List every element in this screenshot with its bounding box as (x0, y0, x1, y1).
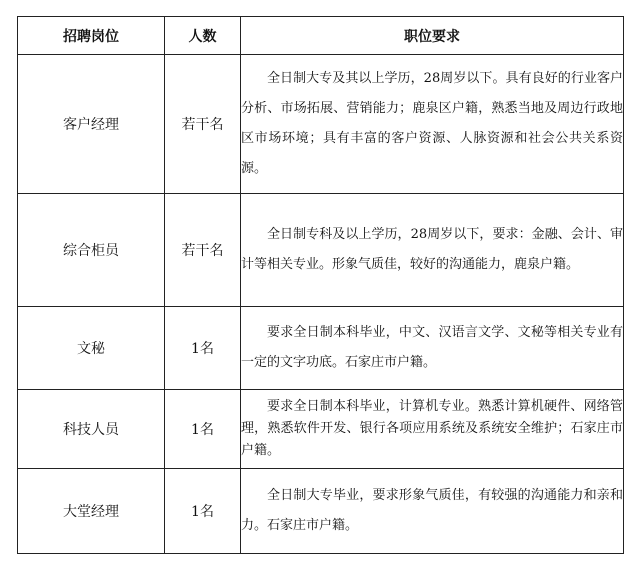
recruitment-table (17, 16, 624, 554)
header-count: 人数 (165, 17, 241, 55)
position-cell: 大堂经理 (18, 469, 165, 554)
table-row (18, 307, 624, 390)
requirement-text: 要求全日制本科毕业，计算机专业。熟悉计算机硬件、网络管理，熟悉软件开发、银行各项应用系统及系统安全维护；石家庄市户籍。 (241, 399, 623, 458)
requirement-cell (241, 55, 624, 194)
position-cell: 综合柜员 (18, 194, 165, 307)
count-cell: 若干名 (165, 55, 241, 194)
table-row (18, 390, 624, 469)
table-row (18, 469, 624, 554)
requirement-text: 要求全日制本科毕业，中文、汉语言文学、文秘等相关专业有一定的文字功底。石家庄市户籍。 (241, 325, 623, 370)
position-cell: 文秘 (18, 307, 165, 390)
position-cell: 科技人员 (18, 390, 165, 469)
requirement-text: 全日制大专及其以上学历，28周岁以下。具有良好的行业客户分析、市场拓展、营销能力；鹿泉区户籍，熟悉当地及周边行政地区市场环境；具有丰富的客户资源、人脉资源和社会公共关系资源。 (241, 71, 623, 176)
requirement-text: 全日制大专毕业，要求形象气质佳，有较强的沟通能力和亲和力。石家庄市户籍。 (241, 488, 623, 533)
requirement-text: 全日制专科及以上学历，28周岁以下，要求：金融、会计、审计等相关专业。形象气质佳，较好的沟通能力，鹿泉户籍。 (241, 227, 623, 272)
header-requirement: 职位要求 (241, 17, 624, 55)
requirement-cell (241, 469, 624, 554)
count-cell: 1名 (165, 307, 241, 390)
position-cell: 客户经理 (18, 55, 165, 194)
requirement-cell (241, 307, 624, 390)
header-position: 招聘岗位 (18, 17, 165, 55)
count-cell: 1名 (165, 390, 241, 469)
header-row (18, 17, 624, 55)
table-row (18, 55, 624, 194)
requirement-cell (241, 390, 624, 469)
requirement-cell (241, 194, 624, 307)
count-cell: 若干名 (165, 194, 241, 307)
table-row (18, 194, 624, 307)
count-cell: 1名 (165, 469, 241, 554)
